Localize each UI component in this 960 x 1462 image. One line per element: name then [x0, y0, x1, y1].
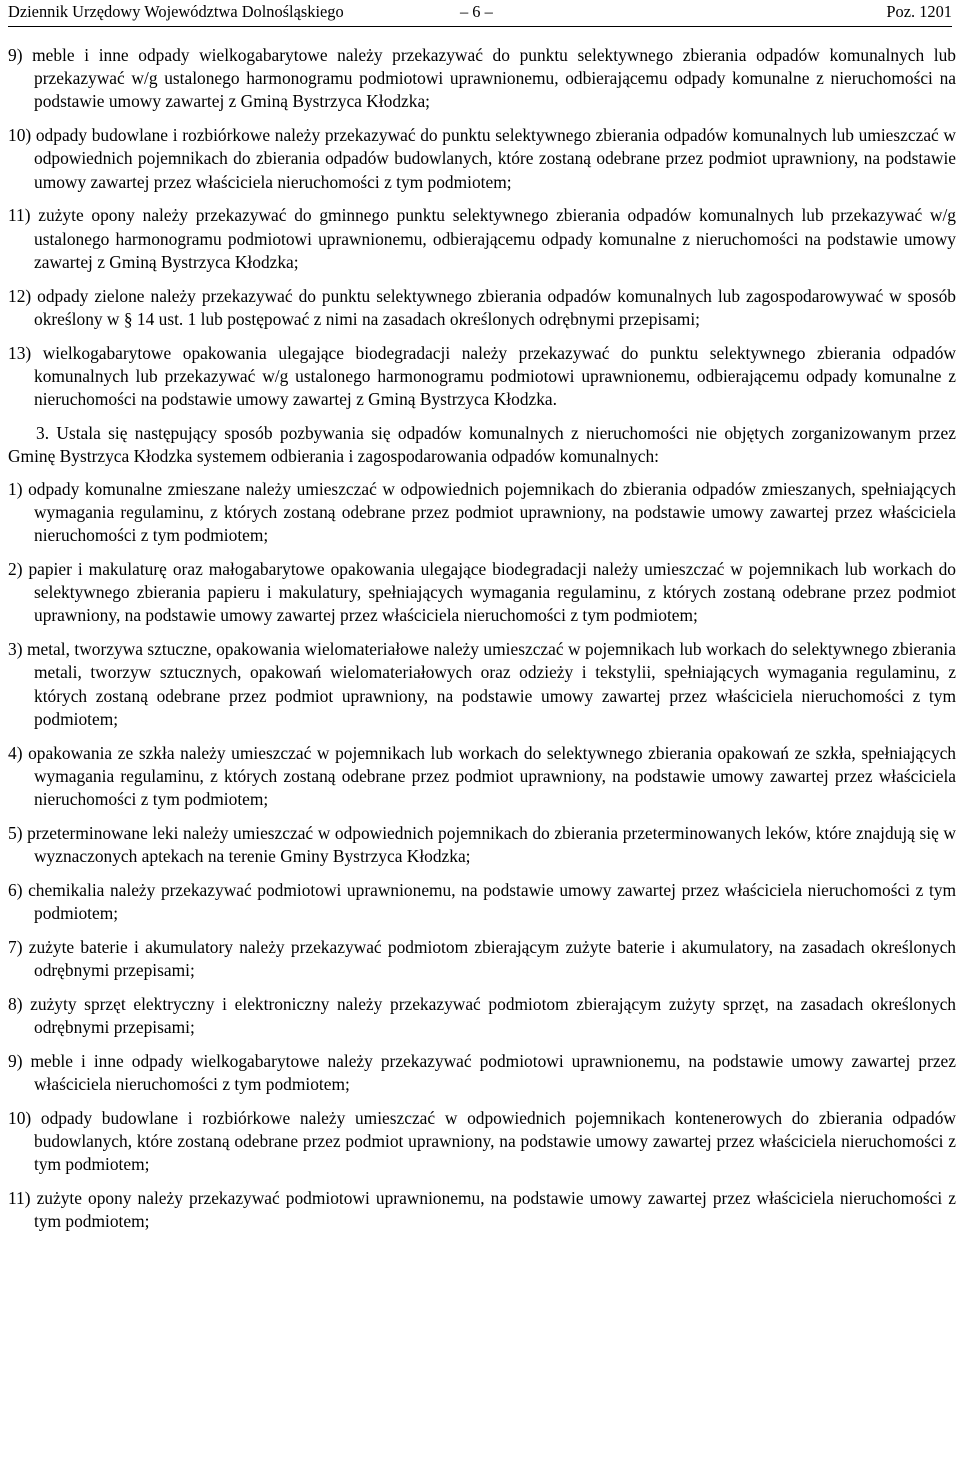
list-item: 7) zużyte baterie i akumulatory należy przekazywać podmiotom zbierającym zużyte baterie i akumulatory, na zasadach określonych odrębnymi przepisami; [8, 936, 956, 980]
list-item: 1) odpady komunalne zmieszane należy umieszczać w odpowiednich pojemnikach do zbierania odpadów zmieszanych, spełniających wymagania regulaminu, z których zostaną odebrane przez podmiot uprawniony, na podstawie umowy zawartej przez właściciela nieruchomości z tym podmiotem; [8, 478, 956, 546]
page-header [8, 2, 952, 27]
section-paragraph: 3. Ustala się następujący sposób pozbywania się odpadów komunalnych z nieruchomości nie objętych zorganizowanym przez Gminę Bystrzyca Kłodzka systemem odbierania i zagospodarowania odpadów komunalnych: [8, 422, 956, 467]
list-item: 10) odpady budowlane i rozbiórkowe należy przekazywać do punktu selektywnego zbierania odpadów komunalnych lub umieszczać w odpowiednich pojemnikach do zbierania odpadów budowlanych, które zostaną odebrane przez podmiot uprawniony, na podstawie umowy zawartej przez właściciela nieruchomości z tym podmiotem; [8, 125, 956, 192]
position-number: Poz. 1201 [886, 2, 952, 21]
list-item: 12) odpady zielone należy przekazywać do punktu selektywnego zbierania odpadów komunalnych lub zagospodarowywać w sposób określony w § 14 ust. 1 lub postępować z nimi na zasadach określonych odrębnymi przepisami; [8, 285, 956, 329]
list-item: 9) meble i inne odpady wielkogabarytowe należy przekazywać do punktu selektywnego zbierania odpadów komunalnych lub przekazywać w/g ustalonego harmonogramu podmiotowi uprawnionemu, odbierającemu odpady komunalne z nieruchomości na podstawie umowy zawartej z Gminą Bystrzyca Kłodzka; [8, 45, 956, 112]
list-item: 4) opakowania ze szkła należy umieszczać w pojemnikach lub workach do selektywnego zbierania opakowań ze szkła, spełniających wymagania regulaminu, z których zostaną odebrane przez podmiot uprawniony, na podstawie umowy zawartej przez właściciela nieruchomości z tym podmiotem; [8, 742, 956, 809]
list-item: 3) metal, tworzywa sztuczne, opakowania wielomateriałowe należy umieszczać w pojemnikach lub workach do selektywnego zbierania metali, tworzyw sztucznych, opakowań wielomateriałowych oraz odzieży i tekstylii, spełniających wymagania regulaminu, z których zostaną odebrane przez podmiot uprawniony, na podstawie umowy zawartej przez właściciela nieruchomości z tym podmiotem; [8, 639, 956, 729]
list-item: 10) odpady budowlane i rozbiórkowe należy umieszczać w odpowiednich pojemnikach kontenerowych do zbierania odpadów budowlanych, które zostaną odebrane przez podmiot uprawniony, na podstawie umowy zawartej przez właściciela nieruchomości z tym podmiotem; [8, 1107, 956, 1175]
list-item: 6) chemikalia należy przekazywać podmiotowi uprawnionemu, na podstawie umowy zawartej przez właściciela nieruchomości z tym podmiotem; [8, 879, 956, 923]
list-item: 9) meble i inne odpady wielkogabarytowe należy przekazywać podmiotowi uprawnionemu, na podstawie umowy zawartej przez właściciela nieruchomości z tym podmiotem; [8, 1050, 956, 1094]
list-item: 11) zużyte opony należy przekazywać do gminnego punktu selektywnego zbierania odpadów komunalnych lub przekazywać w/g ustalonego harmonogramu podmiotowi uprawnionemu, odbierającemu odpady komunalne z nieruchomości na podstawie umowy zawartej z Gminą Bystrzyca Kłodzka; [8, 205, 956, 272]
list-item: 5) przeterminowane leki należy umieszczać w odpowiednich pojemnikach do zbierania przeterminowanych leków, które znajdują się w wyznaczonych aptekach na terenie Gminy Bystrzyca Kłodzka; [8, 822, 956, 866]
document-body [8, 44, 956, 1244]
journal-title: Dziennik Urzędowy Województwa Dolnośląskiego [8, 2, 344, 21]
list-item: 13) wielkogabarytowe opakowania ulegające biodegradacji należy przekazywać do punktu selektywnego zbierania odpadów komunalnych lub przekazywać w/g ustalonego harmonogramu podmiotowi uprawnionemu, odbierającemu odpady komunalne z nieruchomości na podstawie umowy zawartej z Gminą Bystrzyca Kłodzka. [8, 342, 956, 410]
list-item: 11) zużyte opony należy przekazywać podmiotowi uprawnionemu, na podstawie umowy zawartej przez właściciela nieruchomości z tym podmiotem; [8, 1187, 956, 1232]
list-item: 8) zużyty sprzęt elektryczny i elektroniczny należy przekazywać podmiotom zbierającym zużyty sprzęt, na zasadach określonych odrębnymi przepisami; [8, 993, 956, 1037]
list-item: 2) papier i makulaturę oraz małogabarytowe opakowania ulegające biodegradacji należy umieszczać w pojemnikach lub workach do selektywnego zbierania papieru i makulatury, spełniających wymagania regulaminu, z których zostaną odebrane przez podmiot uprawniony, na podstawie umowy zawartej przez właściciela nieruchomości z tym podmiotem; [8, 558, 956, 626]
page-number: – 6 – [460, 2, 493, 21]
